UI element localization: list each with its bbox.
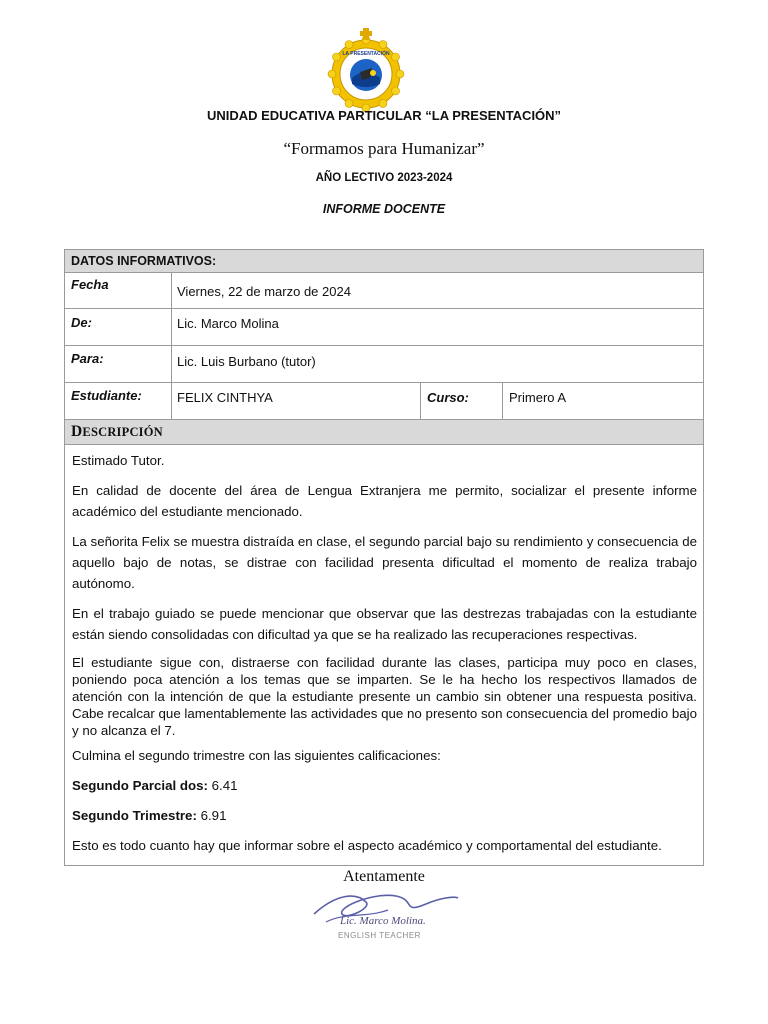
- signature: [306, 884, 462, 944]
- signature-title: ENGLISH TEACHER: [338, 931, 421, 940]
- paragraph-5: Culmina el segundo trimestre con las siguientes calificaciones:: [72, 748, 441, 763]
- datos-header: [65, 250, 703, 273]
- closing-text: Atentamente: [343, 868, 425, 885]
- de-row: [65, 309, 703, 346]
- grade-trimestre: [72, 805, 697, 826]
- descripcion-header: [65, 419, 703, 445]
- closing-paragraph: Esto es todo cuanto hay que informar sobre el aspecto académico y comportamental del estudiante.: [72, 838, 662, 853]
- de-value: Lic. Marco Molina: [177, 316, 279, 331]
- estudiante-label: Estudiante:: [71, 388, 142, 403]
- fecha-label: Fecha: [71, 277, 109, 292]
- grade-parcial-label: Segundo Parcial dos:: [72, 778, 208, 793]
- grade-trimestre-label: Segundo Trimestre:: [72, 808, 197, 823]
- report-form: [64, 249, 704, 866]
- grade-trimestre-value: 6.91: [200, 808, 227, 823]
- grade-parcial: [72, 775, 697, 796]
- datos-title: DATOS INFORMATIVOS:: [71, 254, 217, 268]
- curso-label: Curso:: [427, 390, 469, 405]
- estudiante-value: FELIX CINTHYA: [177, 390, 273, 405]
- para-value: Lic. Luis Burbano (tutor): [177, 354, 316, 369]
- greeting: Estimado Tutor.: [72, 453, 165, 468]
- paragraph-1: En calidad de docente del área de Lengua Extranjera me permito, socializar el presente informe académico del estudiante mencionado.: [72, 483, 697, 519]
- descripcion-body: [72, 450, 697, 865]
- school-year: AÑO LECTIVO 2023-2024: [315, 172, 453, 184]
- estudiante-row: [65, 383, 703, 419]
- document-title: INFORME DOCENTE: [322, 202, 446, 216]
- paragraph-4: El estudiante sigue con, distraerse con facilidad durante las clases, participa muy poco en clases, poniendo poca atención a los temas que se imparten. Se le ha hecho los respectivos llamados de atención con la intención de que la estudiante presente un cambio sin obtener una respuesta positiva. Cabe recalcar que lamentablemente las actividades que no presento son consecuencia del promedio bajo y no alcanza el 7.: [72, 655, 697, 738]
- school-motto: “Formamos para Humanizar”: [283, 139, 485, 158]
- grade-parcial-value: 6.41: [211, 778, 238, 793]
- para-label: Para:: [71, 351, 104, 366]
- paragraph-3: En el trabajo guiado se puede mencionar que observar que las destrezas trabajadas con la estudiante están siendo consolidadas con dificultad ya que se ha realizado las recuperaciones respectivas.: [72, 606, 697, 642]
- signature-name: Lic. Marco Molina.: [340, 915, 426, 927]
- school-crest-icon: [326, 28, 406, 112]
- fecha-row: [65, 273, 703, 309]
- fecha-value: Viernes, 22 de marzo de 2024: [177, 284, 351, 299]
- school-name: UNIDAD EDUCATIVA PARTICULAR “LA PRESENTACIÓN”: [206, 108, 562, 123]
- para-row: [65, 346, 703, 383]
- descripcion-title: DESCRIPCIÓN: [71, 423, 163, 440]
- de-label: De:: [71, 315, 92, 330]
- paragraph-2: La señorita Felix se muestra distraída en clase, el segundo parcial bajo su rendimiento y consecuencia de aquello bajo de notas, se distrae con facilidad presenta dificultad el momento de realiza trabajo autónomo.: [72, 534, 697, 591]
- curso-value: Primero A: [509, 390, 567, 405]
- logo-text: LA PRESENTACIÓN: [342, 51, 390, 57]
